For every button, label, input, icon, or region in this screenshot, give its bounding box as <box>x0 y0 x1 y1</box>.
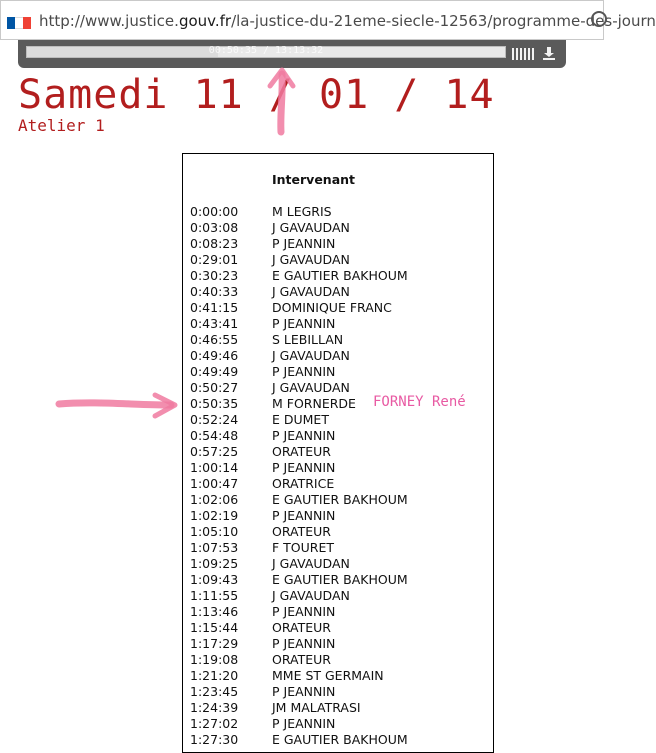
seek-bar[interactable] <box>26 46 506 58</box>
row-time: 1:05:10 <box>190 524 239 539</box>
row-time: 0:57:25 <box>190 444 239 459</box>
row-time: 1:11:55 <box>190 588 239 603</box>
row-speaker: E DUMET <box>272 412 329 427</box>
table-row <box>190 268 490 284</box>
url-prefix: http://www.justice. <box>39 12 179 30</box>
search-icon[interactable] <box>591 11 607 27</box>
table-rows <box>190 204 490 748</box>
row-speaker: DOMINIQUE FRANC <box>272 300 392 315</box>
row-time: 0:03:08 <box>190 220 239 235</box>
flag-red-stripe <box>23 17 31 29</box>
row-time: 1:27:30 <box>190 732 239 747</box>
table-row <box>190 652 490 668</box>
table-row <box>190 700 490 716</box>
row-time: 1:09:25 <box>190 556 239 571</box>
url-path: /la-justice-du-21eme-siecle-12563/programme-des-journ <box>231 12 656 30</box>
row-speaker: P JEANNIN <box>272 716 336 731</box>
volume-bars-icon[interactable] <box>512 48 534 60</box>
row-speaker: E GAUTIER BAKHOUM <box>272 572 408 587</box>
table-row <box>190 716 490 732</box>
row-time: 0:08:23 <box>190 236 239 251</box>
row-speaker: ORATEUR <box>272 444 331 459</box>
row-time: 0:52:24 <box>190 412 239 427</box>
speaker-table <box>182 153 494 753</box>
workshop-label: Atelier 1 <box>18 116 105 135</box>
row-time: 1:07:53 <box>190 540 239 555</box>
row-speaker: P JEANNIN <box>272 236 336 251</box>
table-row <box>190 572 490 588</box>
table-row <box>190 348 490 364</box>
flag-white-stripe <box>15 17 23 29</box>
table-row <box>190 284 490 300</box>
row-time: 1:15:44 <box>190 620 239 635</box>
row-time: 0:46:55 <box>190 332 239 347</box>
row-time: 0:41:15 <box>190 300 239 315</box>
row-time: 1:19:08 <box>190 652 239 667</box>
row-speaker: E GAUTIER BAKHOUM <box>272 732 408 747</box>
page-title: Samedi 11 / 01 / 14 <box>18 72 495 118</box>
table-row <box>190 636 490 652</box>
timecode: 00:50:35 / 13:13:32 <box>208 45 324 56</box>
row-time: 1:00:47 <box>190 476 239 491</box>
table-row <box>190 316 490 332</box>
table-row <box>190 364 490 380</box>
row-speaker: J GAVAUDAN <box>272 588 350 603</box>
table-row <box>190 556 490 572</box>
row-time: 1:02:19 <box>190 508 239 523</box>
table-row <box>190 476 490 492</box>
row-time: 1:27:02 <box>190 716 239 731</box>
table-row <box>190 540 490 556</box>
row-time: 0:29:01 <box>190 252 239 267</box>
row-time: 0:49:49 <box>190 364 239 379</box>
row-speaker: ORATRICE <box>272 476 335 491</box>
flag-blue-stripe <box>7 17 15 29</box>
table-row <box>190 492 490 508</box>
row-time: 0:54:48 <box>190 428 239 443</box>
row-speaker: M LEGRIS <box>272 204 332 219</box>
row-speaker: J GAVAUDAN <box>272 220 350 235</box>
row-speaker: MME ST GERMAIN <box>272 668 384 683</box>
row-speaker: J GAVAUDAN <box>272 284 350 299</box>
table-row <box>190 460 490 476</box>
row-speaker: J GAVAUDAN <box>272 556 350 571</box>
right-arrow-annotation <box>55 392 185 422</box>
row-time: 1:17:29 <box>190 636 239 651</box>
row-time: 1:09:43 <box>190 572 239 587</box>
row-speaker: J GAVAUDAN <box>272 380 350 395</box>
table-row <box>190 252 490 268</box>
table-row <box>190 412 490 428</box>
table-row <box>190 604 490 620</box>
table-row <box>190 508 490 524</box>
row-time: 0:00:00 <box>190 204 239 219</box>
column-header-intervenant: Intervenant <box>272 172 356 187</box>
row-speaker: J GAVAUDAN <box>272 252 350 267</box>
row-speaker: P JEANNIN <box>272 428 336 443</box>
url-domain: gouv.fr <box>178 12 232 30</box>
row-speaker: P JEANNIN <box>272 604 336 619</box>
row-speaker: J GAVAUDAN <box>272 348 350 363</box>
table-row <box>190 620 490 636</box>
table-row <box>190 332 490 348</box>
french-flag-icon <box>7 17 31 29</box>
table-row <box>190 236 490 252</box>
row-speaker: P JEANNIN <box>272 508 336 523</box>
row-speaker: P JEANNIN <box>272 316 336 331</box>
annotation-text: FORNEY René <box>373 394 466 410</box>
row-speaker: P JEANNIN <box>272 684 336 699</box>
row-time: 0:50:35 <box>190 396 239 411</box>
table-row <box>190 668 490 684</box>
row-time: 1:24:39 <box>190 700 239 715</box>
row-time: 1:23:45 <box>190 684 239 699</box>
row-time: 1:00:14 <box>190 460 239 475</box>
row-speaker: S LEBILLAN <box>272 332 344 347</box>
row-time: 0:49:46 <box>190 348 239 363</box>
download-icon[interactable] <box>542 46 556 60</box>
row-speaker: P JEANNIN <box>272 460 336 475</box>
row-time: 0:40:33 <box>190 284 239 299</box>
table-row <box>190 732 490 748</box>
url-text[interactable] <box>39 12 656 30</box>
row-speaker: P JEANNIN <box>272 364 336 379</box>
table-row <box>190 220 490 236</box>
row-speaker: M FORNERDE <box>272 396 356 411</box>
up-arrow-annotation <box>262 64 302 136</box>
row-time: 0:43:41 <box>190 316 239 331</box>
table-row <box>190 300 490 316</box>
row-speaker: P JEANNIN <box>272 636 336 651</box>
row-speaker: ORATEUR <box>272 652 331 667</box>
row-time: 0:50:27 <box>190 380 239 395</box>
row-time: 1:13:46 <box>190 604 239 619</box>
row-speaker: ORATEUR <box>272 524 331 539</box>
row-speaker: ORATEUR <box>272 620 331 635</box>
row-time: 1:02:06 <box>190 492 239 507</box>
table-row <box>190 524 490 540</box>
url-bar[interactable] <box>0 0 656 40</box>
table-row <box>190 684 490 700</box>
row-speaker: JM MALATRASI <box>272 700 361 715</box>
row-speaker: E GAUTIER BAKHOUM <box>272 492 408 507</box>
table-row <box>190 444 490 460</box>
table-row <box>190 428 490 444</box>
table-row <box>190 588 490 604</box>
row-speaker: F TOURET <box>272 540 335 555</box>
row-speaker: E GAUTIER BAKHOUM <box>272 268 408 283</box>
table-row <box>190 204 490 220</box>
row-time: 1:21:20 <box>190 668 239 683</box>
row-time: 0:30:23 <box>190 268 239 283</box>
